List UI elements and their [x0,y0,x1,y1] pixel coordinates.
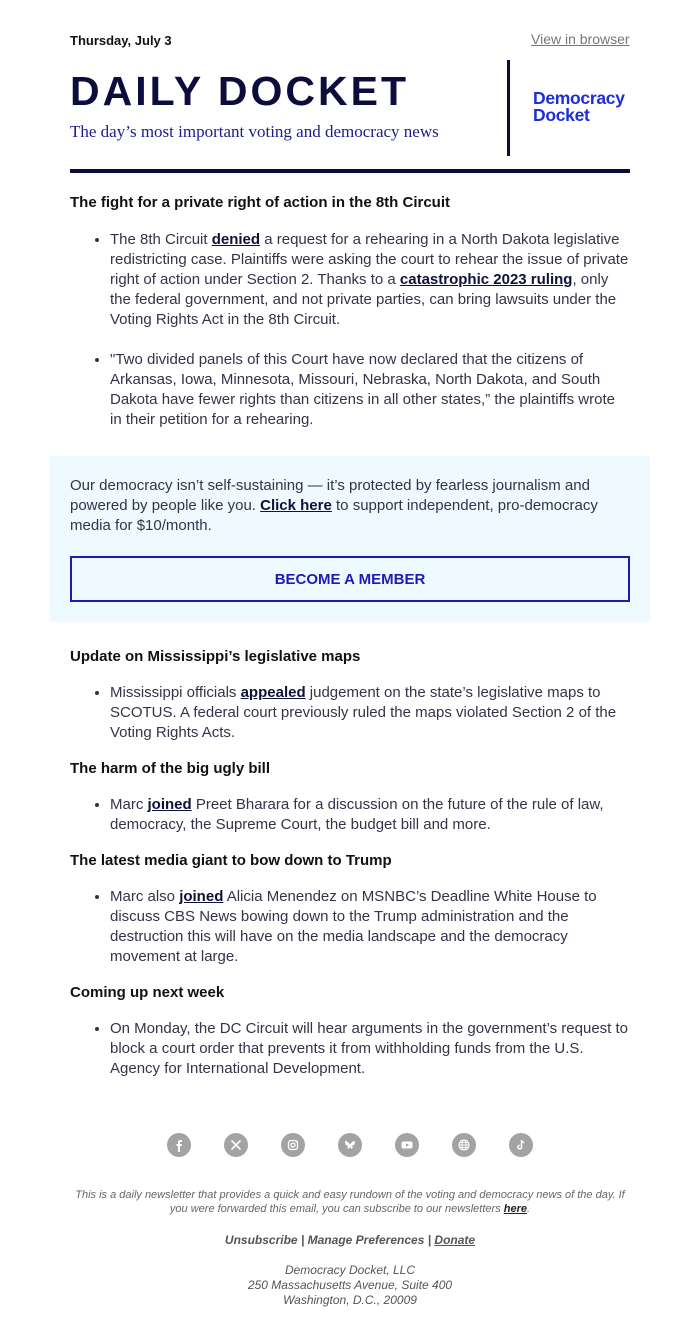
section-heading: The latest media giant to bow down to Trump [70,852,392,869]
membership-promo [50,456,650,622]
street-address: 250 Massachusetts Avenue, Suite 400 [247,1278,453,1292]
bullet-list [70,1019,630,1079]
section-heading: Coming up next week [70,984,225,1001]
subscribe-here-link[interactable]: here [503,1203,527,1215]
footer-links: Unsubscribe | Manage Preferences | Donate [224,1233,476,1247]
bullet-list [70,795,630,835]
x-icon[interactable] [224,1133,248,1157]
section-big-ugly-bill [70,760,630,835]
section-coming-up [70,984,630,1079]
become-member-button[interactable]: BECOME A MEMBER [70,556,630,602]
view-in-browser-link[interactable]: View in browser [531,31,630,47]
section-media-giant [70,852,630,967]
website-globe-icon[interactable] [452,1133,476,1157]
section-8th-circuit [70,194,630,430]
header-divider-vertical [507,60,510,156]
newsletter-title: DAILY DOCKET [70,68,409,114]
city-address: Washington, D.C., 20009 [283,1293,417,1307]
promo-text: Our democracy isn’t self-sustaining — it’s protected by fearless journalism and powered by people like you. Click here to support independent, pro-democracy media for $10/month. [70,477,598,534]
click-here-link[interactable]: Click here [260,497,332,514]
header-rule [70,169,630,173]
social-icons-row [0,1133,700,1157]
footer-address [0,1263,700,1308]
appealed-link[interactable]: appealed [240,684,306,701]
section-heading: The harm of the big ugly bill [70,760,271,777]
section-heading: The fight for a private right of action in the 8th Circuit [70,194,451,211]
donate-link[interactable]: Donate [434,1233,476,1247]
manage-preferences-link[interactable]: Manage Preferences [307,1233,425,1247]
joined-link-2[interactable]: joined [179,888,224,905]
youtube-icon[interactable] [395,1133,419,1157]
section-mississippi-maps [70,648,630,743]
list-item: • The 8th Circuit denied a request for a rehearing in a North Dakota legislative redistricting case. Plaintiffs were asking the court to rehear the issue of private right of action under Section 2. Thanks to a catastrophic 2023 ruling, only the federal government, and not private parties, can bring lawsuits under the Voting Rights Act in the 8th Circuit. [110,230,630,330]
list-item: • "Two divided panels of this Court have now declared that the citizens of Arkansas, Iowa, Minnesota, Missouri, Nebraska, North Dakota, and South Dakota have fewer rights than citizens in all other states,” the plaintiffs wrote in their petition for a rehearing. [110,350,630,430]
logo-line-2: Docket [533,105,590,125]
unsubscribe-link[interactable]: Unsubscribe [224,1233,298,1247]
company-name: Democracy Docket, LLC [284,1263,416,1277]
denied-link[interactable]: denied [211,231,261,248]
facebook-icon[interactable] [167,1133,191,1157]
date-label: Thursday, July 3 [70,33,172,48]
bullet-list [70,230,630,430]
catastrophic-ruling-link[interactable]: catastrophic 2023 ruling [399,271,573,288]
joined-link[interactable]: joined [147,796,192,813]
tiktok-icon[interactable] [509,1133,533,1157]
bullet-list [70,683,630,743]
bullet-list [70,887,630,967]
footer-note: This is a daily newsletter that provides a quick and easy rundown of the voting and democracy news of the day. If you were forwarded this email, you can subscribe to our newsletters here. [75,1189,625,1215]
bluesky-icon[interactable] [338,1133,362,1157]
list-item: • Mississippi officials appealed judgement on the state’s legislative maps to SCOTUS. A federal court previously ruled the maps violated Section 2 of the Voting Rights Acts. [110,683,630,743]
instagram-icon[interactable] [281,1133,305,1157]
democracy-docket-logo[interactable] [533,90,625,124]
section-heading: Update on Mississippi’s legislative maps [70,648,361,665]
list-item: • Marc joined Preet Bharara for a discussion on the future of the rule of law, democracy, the Supreme Court, the budget bill and more. [110,795,630,835]
list-item: • On Monday, the DC Circuit will hear arguments in the government’s request to block a court order that prevents it from withholding funds from the U.S. Agency for International Development. [110,1019,630,1079]
list-item: • Marc also joined Alicia Menendez on MSNBC’s Deadline White House to discuss CBS News bowing down to the Trump administration and the destruction this will have on the media landscape and the democracy movement at large. [110,887,630,967]
logo-line-1: Democracy [533,88,625,108]
tagline: The day’s most important voting and democracy news [70,122,439,141]
